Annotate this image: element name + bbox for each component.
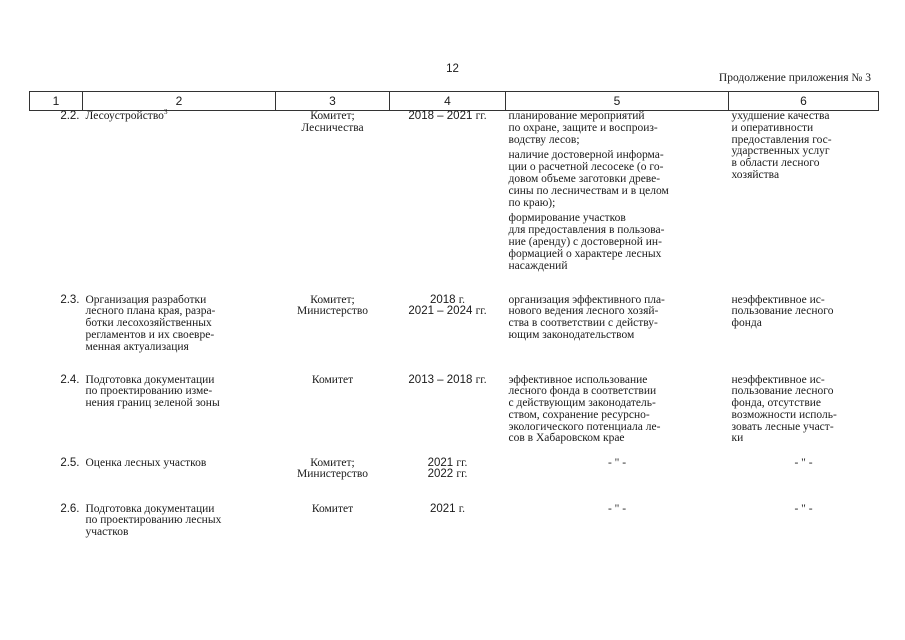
executor	[276, 504, 390, 564]
period-line: 2021 гг.	[427, 456, 468, 469]
result-line: по охране, защите и воспроиз-	[508, 121, 658, 134]
activity-name-line: Подготовка документации	[85, 502, 215, 515]
activity-name-line: участков	[85, 526, 129, 539]
result-line: формацией о характере лесных	[508, 247, 662, 260]
consequence	[729, 504, 879, 564]
result-line: с действующим законодатель-	[508, 397, 656, 410]
result-line: довом объеме заготовки древе-	[508, 172, 661, 185]
expected-result	[506, 111, 729, 295]
activity-name-line: по проектированию изме-	[85, 385, 213, 398]
result-paragraph	[509, 150, 726, 209]
executor	[276, 375, 390, 458]
period	[390, 111, 506, 295]
result-line: планирование мероприятий	[508, 110, 645, 122]
consequence-line: и оперативности	[731, 121, 814, 134]
consequence-line: в области лесного	[731, 157, 820, 170]
activity-name-line: регламентов и их своевре-	[85, 328, 215, 341]
executor-line: Комитет;	[310, 110, 355, 122]
result-line: ства в соответствии с действу-	[508, 317, 658, 330]
header-col-1: 1	[30, 92, 83, 111]
table-row	[30, 111, 879, 295]
consequence-line: хозяйства	[731, 168, 780, 181]
result-line: ние (аренду) с достоверной ин-	[508, 235, 662, 248]
consequence-line: пользование лесного	[731, 305, 834, 318]
expected-result	[506, 504, 729, 564]
result-line: формирование участков	[508, 212, 626, 225]
activity-name-line: Подготовка документации	[85, 373, 215, 386]
executor-line: Лесничества	[301, 121, 364, 134]
result-line: ющим законодательством	[508, 328, 635, 341]
result-line: нового ведения лесного хозяй-	[508, 305, 659, 318]
row-number: 2.5.	[60, 456, 80, 469]
executor-line: Комитет	[311, 373, 354, 386]
activity-name-line: Лесоустройство$^3$	[85, 108, 168, 122]
period	[390, 295, 506, 375]
result-line: экологического потенциала ле-	[508, 420, 661, 433]
ditto-mark: - " -	[607, 502, 627, 515]
period-line: 2013 – 2018 гг.	[408, 373, 487, 386]
consequence	[729, 458, 879, 504]
period-line: 2021 г.	[429, 502, 466, 515]
document-table	[29, 91, 879, 564]
result-line: наличие достоверной информа-	[508, 149, 664, 162]
activity-name-line: менная актуализация	[85, 340, 189, 353]
header-col-6: 6	[729, 92, 879, 111]
result-line: сины по лесничествам и в целом	[508, 184, 669, 197]
executor	[276, 111, 390, 295]
consequence-line: ударственных услуг	[731, 145, 830, 158]
result-paragraph	[509, 111, 726, 146]
result-line: ством, сохранение ресурсно-	[508, 408, 650, 421]
period	[390, 458, 506, 504]
header-col-2: 2	[83, 92, 276, 111]
activity-name-line: ботки лесохозяйственных	[85, 317, 212, 330]
activity-name-line: нения границ зеленой зоны	[85, 397, 220, 410]
executor	[276, 458, 390, 504]
table-row	[30, 375, 879, 458]
consequence	[729, 111, 879, 295]
row-number: 2.3.	[60, 293, 80, 306]
consequence	[729, 295, 879, 375]
consequence-line: зовать лесные участ-	[731, 420, 834, 433]
row-number: 2.6.	[60, 502, 80, 515]
consequence-line: фонда	[731, 317, 762, 330]
ditto-mark: - " -	[607, 456, 627, 469]
result-line: ции о расчетной лесосеке (о го-	[508, 161, 664, 174]
result-line: эффективное использование	[508, 373, 648, 386]
expected-result	[506, 375, 729, 458]
period	[390, 375, 506, 458]
period-line: 2021 – 2024 гг.	[408, 305, 487, 318]
activity-name-line: по проектированию лесных	[85, 514, 222, 527]
consequence-line: возможности исполь-	[731, 408, 837, 421]
table-row	[30, 504, 879, 564]
executor-line: Комитет	[311, 502, 354, 515]
footnote-ref: 3	[163, 108, 168, 117]
result-line: сов в Хабаровском крае	[508, 432, 625, 445]
executor-line: Комитет;	[310, 456, 355, 469]
result-line: водству лесов;	[508, 133, 580, 146]
period-line: 2018 г.	[429, 293, 466, 306]
result-line: организация эффективного пла-	[508, 293, 665, 306]
row-number: 2.2.	[60, 110, 80, 122]
ditto-mark: - " -	[794, 502, 813, 515]
period-line: 2022 гг.	[427, 468, 468, 481]
header-row	[30, 92, 879, 111]
period	[390, 504, 506, 564]
table-row	[30, 295, 879, 375]
consequence-line: неэффективное ис-	[731, 373, 825, 386]
activity-name	[83, 504, 276, 564]
executor	[276, 295, 390, 375]
expected-result	[506, 295, 729, 375]
result-line: по краю);	[508, 196, 556, 209]
executor-line: Министерство	[297, 305, 368, 318]
row-number: 2.4.	[60, 373, 80, 386]
expected-result	[506, 458, 729, 504]
result-line: насаждений	[508, 259, 568, 272]
activity-name	[83, 458, 276, 504]
executor-line: Министерство	[297, 468, 368, 481]
consequence-line: фонда, отсутствие	[731, 397, 822, 410]
activity-name-line: Оценка лесных участков	[85, 456, 207, 469]
ditto-mark: - " -	[794, 456, 813, 469]
result-line: для предоставления в пользова-	[508, 224, 665, 237]
consequence-line: пользование лесного	[731, 385, 834, 398]
consequence-line: ухудшение качества	[731, 110, 830, 122]
continuation-note: Продолжение приложения № 3	[718, 72, 871, 84]
table-row	[30, 458, 879, 504]
result-paragraph	[509, 375, 726, 446]
consequence-line: предоставления гос-	[731, 133, 832, 146]
period-line: 2018 – 2021 гг.	[408, 110, 487, 122]
activity-name	[83, 108, 276, 295]
result-paragraph	[509, 295, 726, 342]
header-col-4: 4	[390, 92, 506, 111]
result-paragraph	[509, 213, 726, 272]
executor-line: Комитет;	[310, 293, 355, 306]
consequence-line: неэффективное ис-	[731, 293, 825, 306]
activity-name	[83, 375, 276, 458]
header-col-5: 5	[506, 92, 729, 111]
header-col-3: 3	[276, 92, 390, 111]
result-line: лесного фонда в соответствии	[508, 385, 657, 398]
consequence	[729, 375, 879, 458]
activity-name	[83, 295, 276, 375]
consequence-line: ки	[731, 432, 744, 445]
page-number: 12	[446, 63, 459, 75]
activity-name-line: лесного плана края, разра-	[85, 305, 216, 318]
activity-name-line: Организация разработки	[85, 293, 207, 306]
